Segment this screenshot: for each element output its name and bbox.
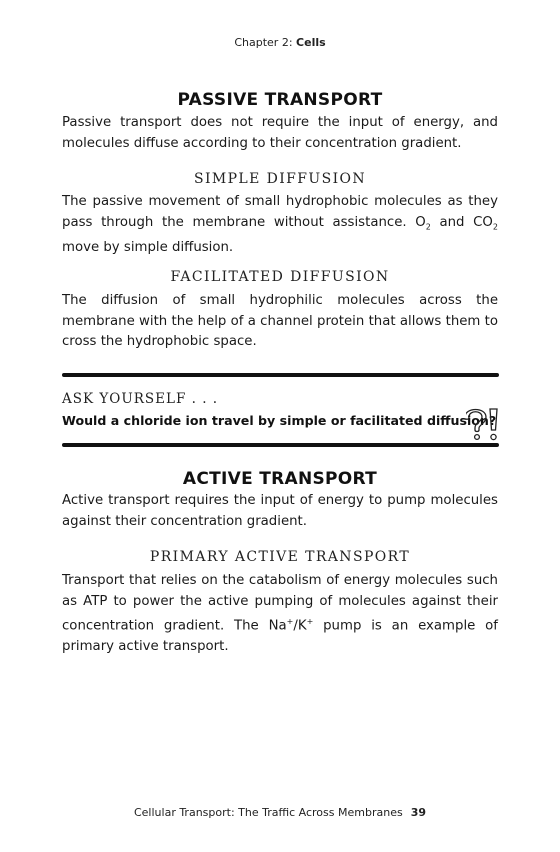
paragraph-primary-active-transport: Transport that relies on the catabolism of energy molecules such as ATP to power the active pumping of molecules against their concentration gradient. The Na+/K+ pump is an example of primary active transport. <box>62 573 498 654</box>
heading-facilitated-diffusion: FACILITATED DIFFUSION <box>170 269 390 285</box>
question-exclamation-icon <box>466 407 500 443</box>
page-number: 39 <box>410 806 427 819</box>
paragraph-passive-transport: Passive transport does not require the input of energy, and molecules diffuse according to their concentration gradient. <box>62 115 498 151</box>
heading-active-transport: ACTIVE TRANSPORT <box>182 469 378 489</box>
heading-simple-diffusion: SIMPLE DIFFUSION <box>193 171 367 187</box>
running-header <box>0 36 560 49</box>
running-footer <box>0 806 560 819</box>
ask-box-top-rule <box>62 373 499 377</box>
ask-box-bottom-rule <box>62 443 499 447</box>
paragraph-facilitated-diffusion: The diffusion of small hydrophilic molecules across the membrane with the help of a channel protein that allows them to cross the hydrophobic space. <box>62 293 498 349</box>
heading-primary-active-transport: PRIMARY ACTIVE TRANSPORT <box>149 549 411 565</box>
paragraph-active-transport: Active transport requires the input of energy to pump molecules against their concentration gradient. <box>62 493 498 529</box>
chapter-name: Cells <box>296 36 326 49</box>
running-title: Cellular Transport: The Traffic Across Membranes <box>133 806 403 819</box>
ask-yourself-title: ASK YOURSELF . . . <box>62 391 219 407</box>
ask-yourself-question: Would a chloride ion travel by simple or facilitated diffusion? <box>62 413 497 428</box>
heading-passive-transport: PASSIVE TRANSPORT <box>177 90 383 110</box>
paragraph-simple-diffusion: The passive movement of small hydrophobic molecules as they pass through the membrane without assistance. $O_2$ and $CO_2$ move by simple diffusion. <box>62 194 498 255</box>
chapter-prefix: Chapter 2: <box>234 36 293 49</box>
